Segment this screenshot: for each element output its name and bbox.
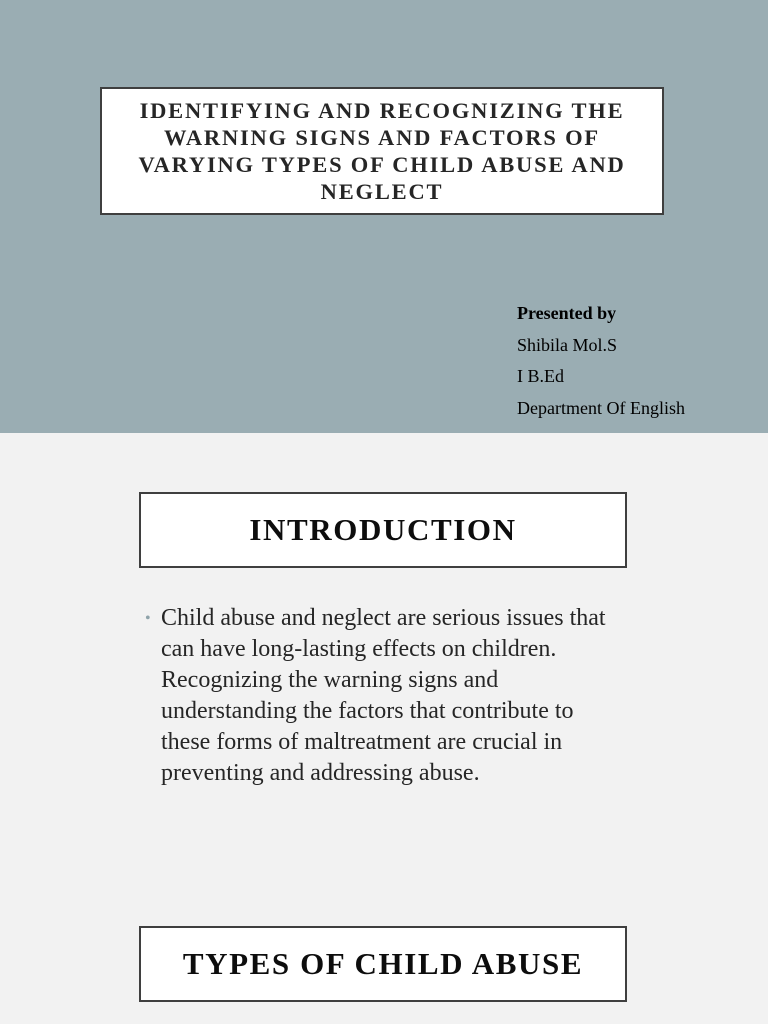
introduction-heading: INTRODUCTION <box>249 512 517 547</box>
introduction-heading-box <box>139 492 627 568</box>
types-of-child-abuse-heading: TYPES OF CHILD ABUSE <box>182 946 584 981</box>
presenter-class: I B.Ed <box>517 366 564 386</box>
presenter-info <box>517 298 757 424</box>
bullet-dot-icon: • <box>145 610 151 627</box>
introduction-bullet <box>145 603 625 789</box>
types-heading-box <box>139 926 627 1002</box>
presentation-title: IDENTIFYING AND RECOGNIZING THE WARNING SIGNS AND FACTORS OF VARYING TYPES OF CHILD ABUSE AND NEGLECT <box>138 98 626 204</box>
introduction-bullet-text: Child abuse and neglect are serious issues that can have long-lasting effects on children. Recognizing the warning signs and understanding the factors that contribute to these forms of maltreatment are crucial in preventing and addressing abuse. <box>161 605 606 786</box>
presenter-label: Presented by <box>517 303 617 323</box>
presenter-name: Shibila Mol.S <box>517 334 618 355</box>
title-slide <box>0 0 768 433</box>
presenter-department: Department Of English <box>517 397 685 418</box>
title-box <box>100 87 664 215</box>
